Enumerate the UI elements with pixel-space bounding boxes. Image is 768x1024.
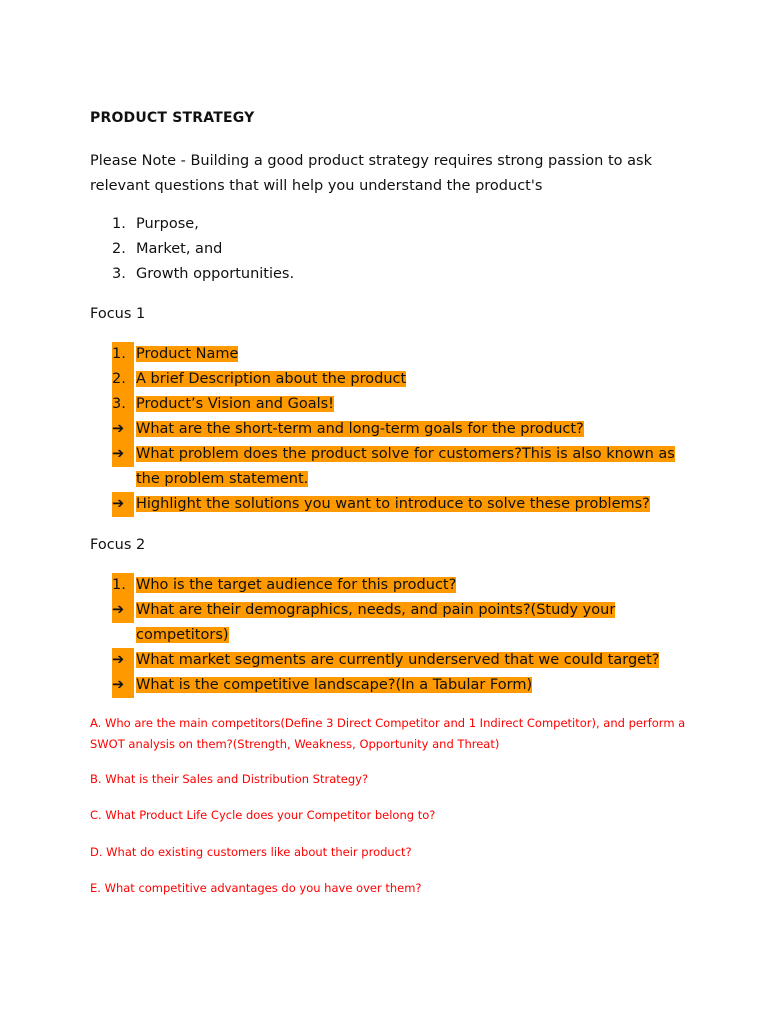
arrow-icon: ➔ — [112, 417, 134, 442]
list-item — [112, 442, 675, 492]
list-item — [112, 673, 659, 698]
document-title: PRODUCT STRATEGY — [90, 110, 255, 126]
arrow-icon: ➔ — [112, 492, 134, 517]
focus-2-heading: Focus 2 — [90, 537, 146, 553]
list-item — [112, 237, 294, 262]
list-item — [112, 417, 675, 442]
list-item-text: Market, and — [136, 241, 223, 257]
question-a: A. Who are the main competitors(Define 3 Direct Competitor and 1 Indirect Competitor), and perform a SWOT analysis on them?(Strength, Weakness, Opportunity and Threat) — [90, 716, 686, 751]
list-marker: 1. — [112, 342, 134, 367]
list-item-text: Purpose, — [136, 216, 199, 232]
list-item-text-continued: the problem statement. — [136, 471, 309, 487]
list-marker: 1. — [112, 216, 126, 232]
arrow-icon: ➔ — [112, 442, 134, 467]
intro-list — [112, 212, 294, 287]
focus-1-list — [112, 342, 675, 517]
list-item-text: Who is the target audience for this product? — [136, 577, 457, 593]
question-c: C. What Product Life Cycle does your Competitor belong to? — [90, 808, 436, 822]
list-item — [112, 598, 659, 648]
list-item — [112, 212, 294, 237]
list-item — [112, 573, 659, 598]
list-item — [112, 648, 659, 673]
list-marker: 1. — [112, 573, 134, 598]
arrow-icon: ➔ — [112, 598, 134, 623]
list-item — [112, 342, 675, 367]
intro-paragraph: Please Note - Building a good product strategy requires strong passion to ask relevant questions that will help you understand the product's — [90, 153, 652, 194]
arrow-icon: ➔ — [112, 648, 134, 673]
list-item-text-continued: competitors) — [136, 627, 229, 643]
list-item-text: Product Name — [136, 346, 239, 362]
list-marker: 2. — [112, 367, 134, 392]
focus-1-heading: Focus 1 — [90, 306, 146, 322]
list-item — [112, 262, 294, 287]
list-marker: 3. — [112, 392, 134, 417]
list-marker: 3. — [112, 266, 126, 282]
list-marker: 2. — [112, 241, 126, 257]
list-item-text: What market segments are currently underserved that we could target? — [136, 652, 660, 668]
list-item-text: What are their demographics, needs, and pain points?(Study your — [136, 602, 616, 618]
list-item-text: What are the short-term and long-term goals for the product? — [136, 421, 584, 437]
list-item-text: Growth opportunities. — [136, 266, 295, 282]
list-item-text: What problem does the product solve for customers?This is also known as — [136, 446, 675, 462]
list-item-text: A brief Description about the product — [136, 371, 407, 387]
question-e: E. What competitive advantages do you have over them? — [90, 881, 422, 895]
list-item — [112, 392, 675, 417]
list-item-text: What is the competitive landscape?(In a Tabular Form) — [136, 677, 533, 693]
arrow-icon: ➔ — [112, 673, 134, 698]
list-item-text: Product’s Vision and Goals! — [136, 396, 334, 412]
question-b: B. What is their Sales and Distribution Strategy? — [90, 772, 369, 786]
question-d: D. What do existing customers like about their product? — [90, 845, 412, 859]
focus-2-list — [112, 573, 659, 698]
list-item-text: Highlight the solutions you want to introduce to solve these problems? — [136, 496, 650, 512]
list-item — [112, 367, 675, 392]
list-item — [112, 492, 675, 517]
